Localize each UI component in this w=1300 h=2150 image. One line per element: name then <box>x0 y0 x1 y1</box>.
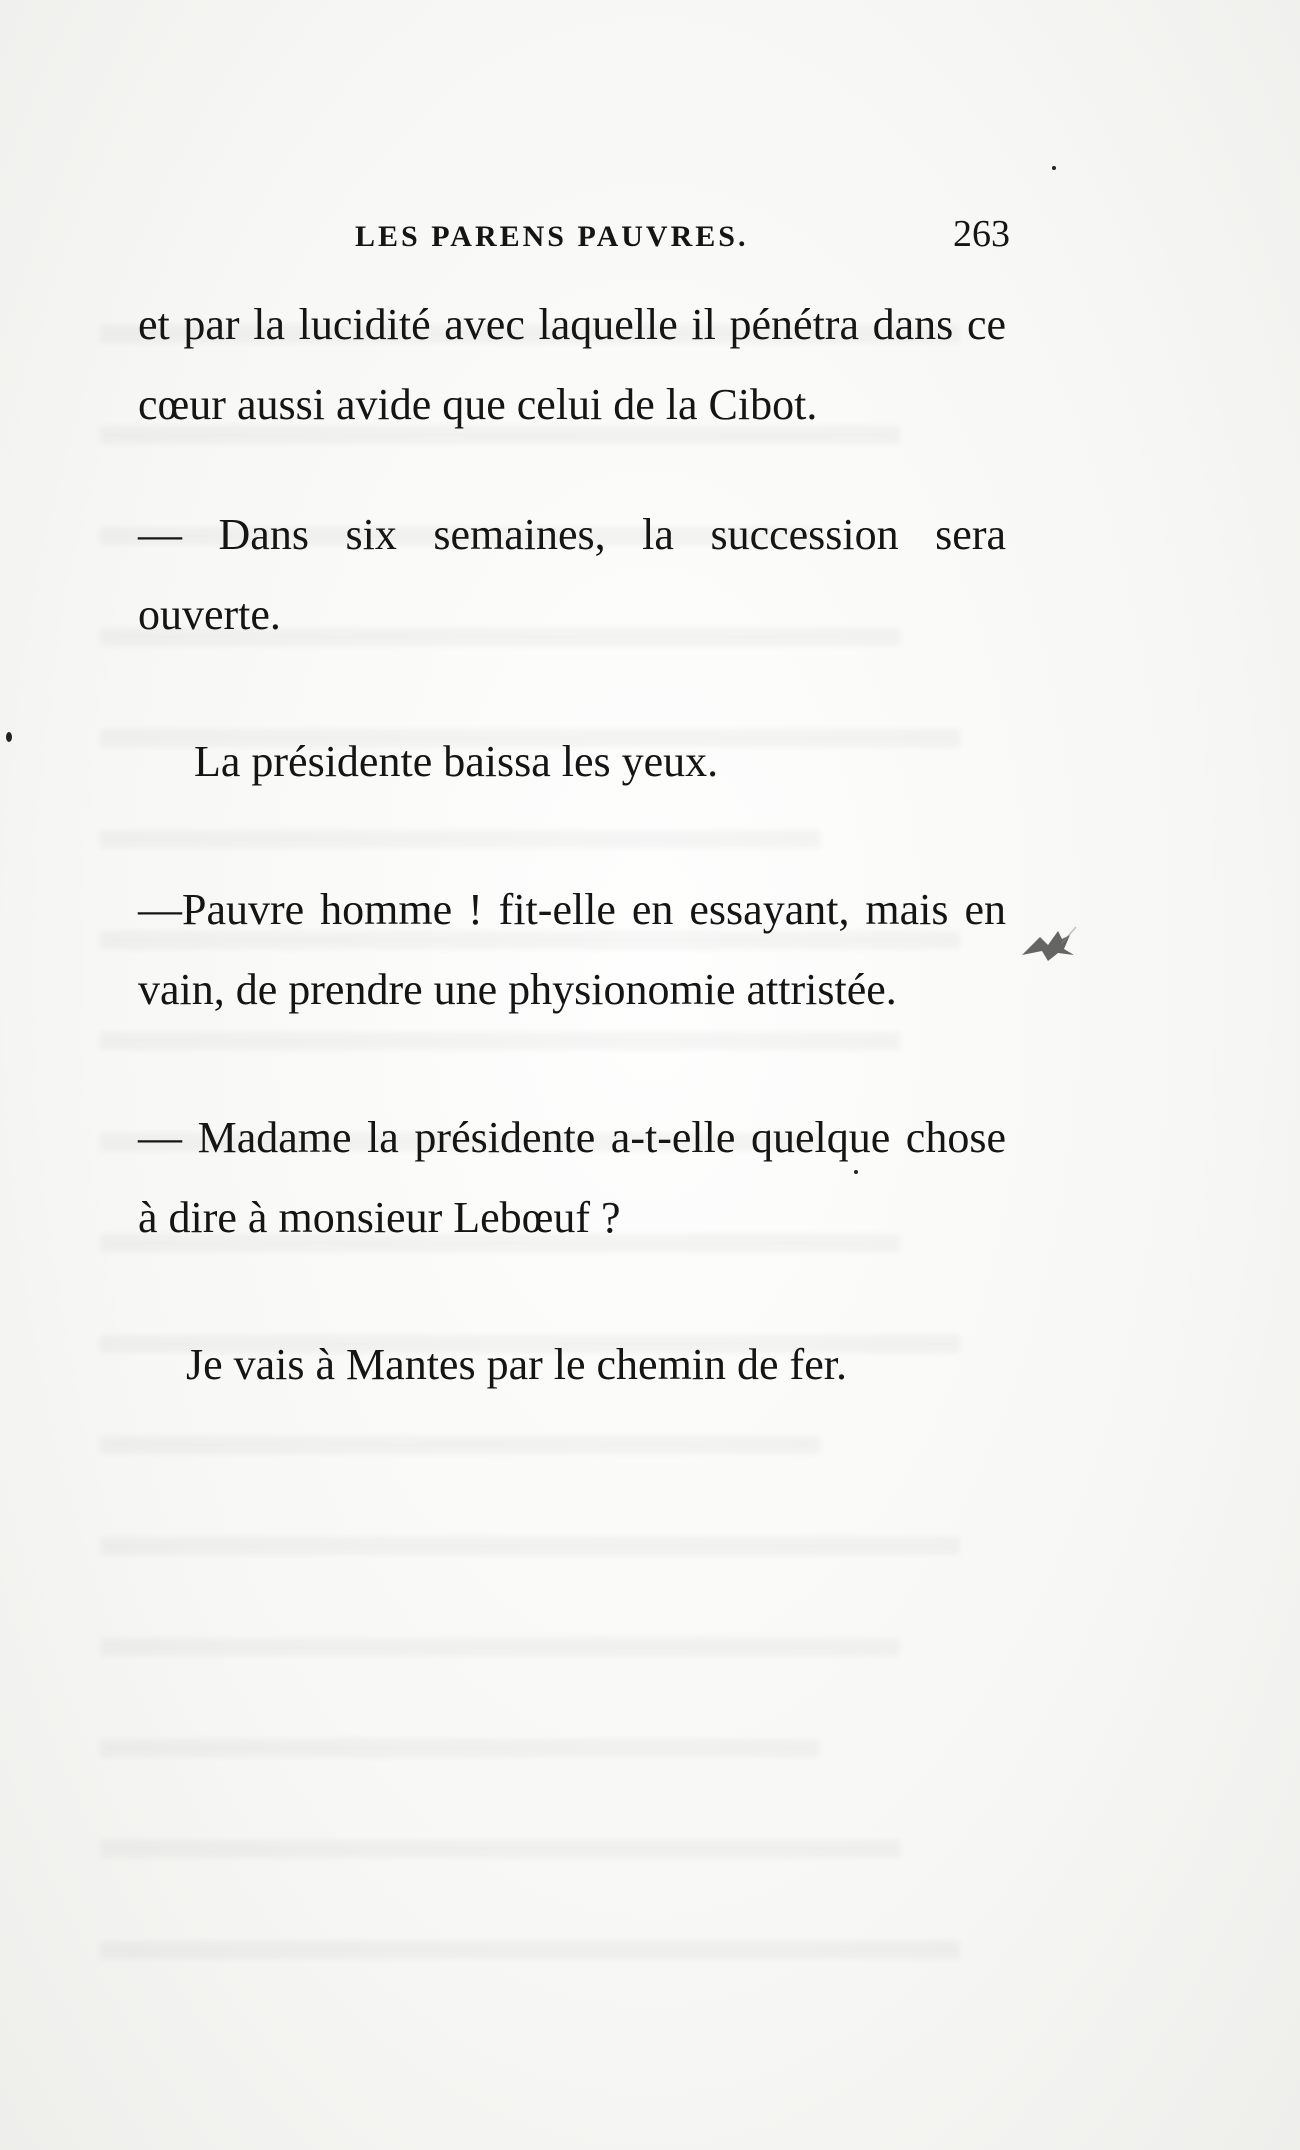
paragraph: La présidente baissa les yeux. <box>194 737 719 786</box>
body-text <box>138 285 1006 1405</box>
paragraph: — Madame la présidente a-t-elle quelque chose à dire à monsieur Lebœuf ? <box>138 1113 1006 1242</box>
ink-smudge-icon <box>1018 925 1078 965</box>
paragraph: et par la lucidité avec laquelle il pénétra dans ce cœur aussi avide que celui de la Cibot. <box>138 300 1006 429</box>
page-header <box>355 212 1010 272</box>
page-number: 263 <box>953 213 1010 255</box>
ink-speck <box>1052 166 1056 170</box>
ink-speck <box>6 732 12 742</box>
paragraph: — Dans six semaines, la succession sera ouverte. <box>138 510 1006 639</box>
paragraph: Je vais à Mantes par le chemin de fer. <box>186 1340 847 1389</box>
paragraph: —Pauvre homme ! fit-elle en essayant, mais en vain, de prendre une physionomie attristée. <box>138 885 1006 1014</box>
running-title: LES PARENS PAUVRES. <box>355 220 749 253</box>
ink-speck <box>854 1170 858 1174</box>
